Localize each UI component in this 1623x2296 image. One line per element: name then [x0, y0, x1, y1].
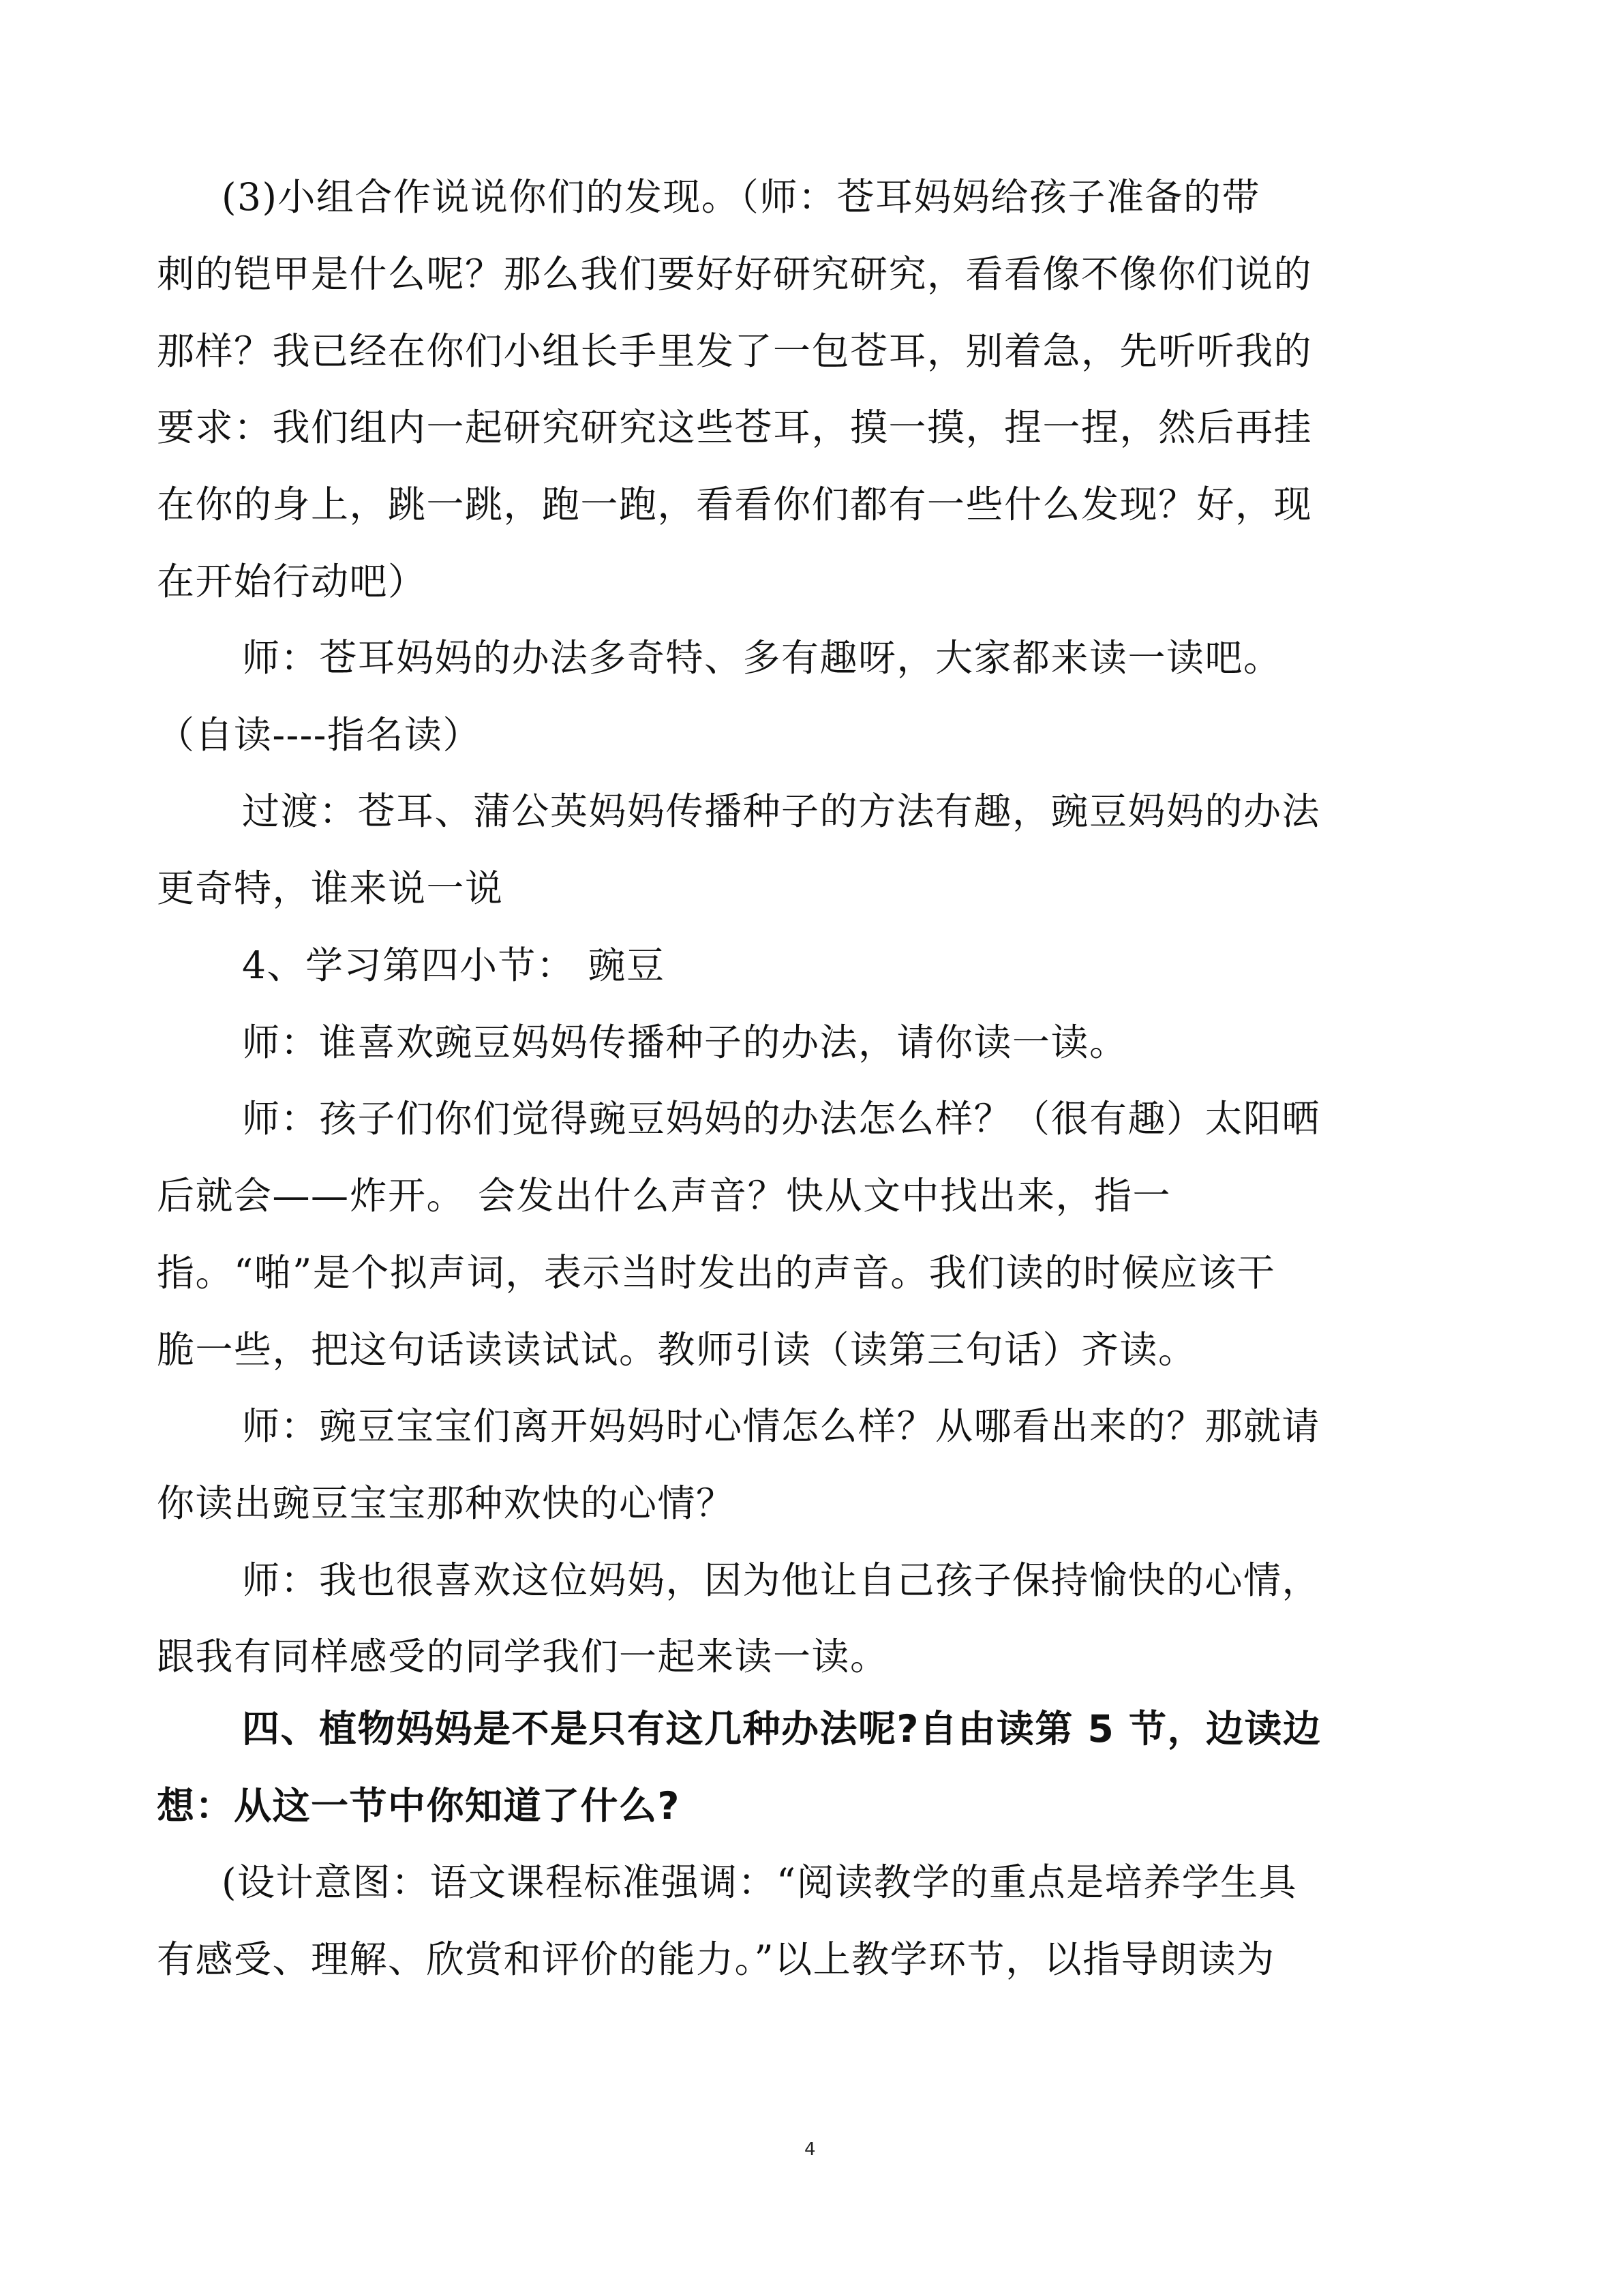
paragraph-line: 脆一些，把这句话读读试试。教师引读（读第三句话）齐读。: [157, 1328, 1197, 1372]
section-heading-line: 4、学习第四小节： 豌豆: [242, 943, 665, 987]
paragraph-line: 你读出豌豆宝宝那种欢快的心情？: [157, 1481, 735, 1525]
paragraph-line: 刺的铠甲是什么呢？那么我们要好好研究研究，看看像不像你们说的: [157, 252, 1313, 296]
paragraph-line: 指。“啪”是个拟声词，表示当时发出的声音。我们读的时候应该干: [157, 1251, 1276, 1295]
paragraph-line: 后就会——炸开。 会发出什么声音？快从文中找出来，指一: [157, 1174, 1171, 1218]
paragraph-line: 过渡：苍耳、蒲公英妈妈传播种子的方法有趣，豌豆妈妈的办法: [242, 789, 1321, 833]
paragraph-line: (3)小组合作说说你们的发现。（师：苍耳妈妈给孩子准备的带: [222, 175, 1260, 219]
paragraph-line: 跟我有同样感受的同学我们一起来读一读。: [157, 1635, 889, 1678]
paragraph-line: 更奇特，谁来说一说: [157, 866, 504, 910]
paragraph-line: 要求：我们组内一起研究研究这些苍耳，摸一摸，捏一捏，然后再挂: [157, 406, 1313, 449]
bold-heading-line: 四、植物妈妈是不是只有这几种办法呢?自由读第 5 节，边读边: [242, 1707, 1322, 1751]
paragraph-line: 师：苍耳妈妈的办法多奇特、多有趣呀，大家都来读一读吧。: [242, 636, 1282, 680]
paragraph-line: 在开始行动吧）: [157, 560, 427, 603]
paragraph-line: 有感受、理解、欣赏和评价的能力。”以上教学环节，以指导朗读为: [157, 1937, 1275, 1981]
paragraph-line: 师：谁喜欢豌豆妈妈传播种子的办法，请你读一读。: [242, 1021, 1128, 1064]
page-number: 4: [804, 2139, 816, 2160]
bold-heading-line: 想：从这一节中你知道了什么?: [157, 1784, 680, 1828]
paragraph-line: 师：我也很喜欢这位妈妈，因为他让自己孩子保持愉快的心情，: [242, 1558, 1321, 1602]
paragraph-line: (设计意图：语文课程标准强调：“阅读教学的重点是培养学生具: [222, 1860, 1298, 1904]
paragraph-line: 那样？我已经在你们小组长手里发了一包苍耳，别着急，先听听我的: [157, 329, 1313, 373]
paragraph-line: 师：孩子们你们觉得豌豆妈妈的办法怎么样？（很有趣）太阳晒: [242, 1097, 1321, 1141]
paragraph-line: （自读----指名读）: [157, 713, 481, 757]
paragraph-line: 在你的身上，跳一跳，跑一跑，看看你们都有一些什么发现？好，现: [157, 483, 1313, 526]
paragraph-line: 师：豌豆宝宝们离开妈妈时心情怎么样？从哪看出来的？那就请: [242, 1404, 1321, 1448]
